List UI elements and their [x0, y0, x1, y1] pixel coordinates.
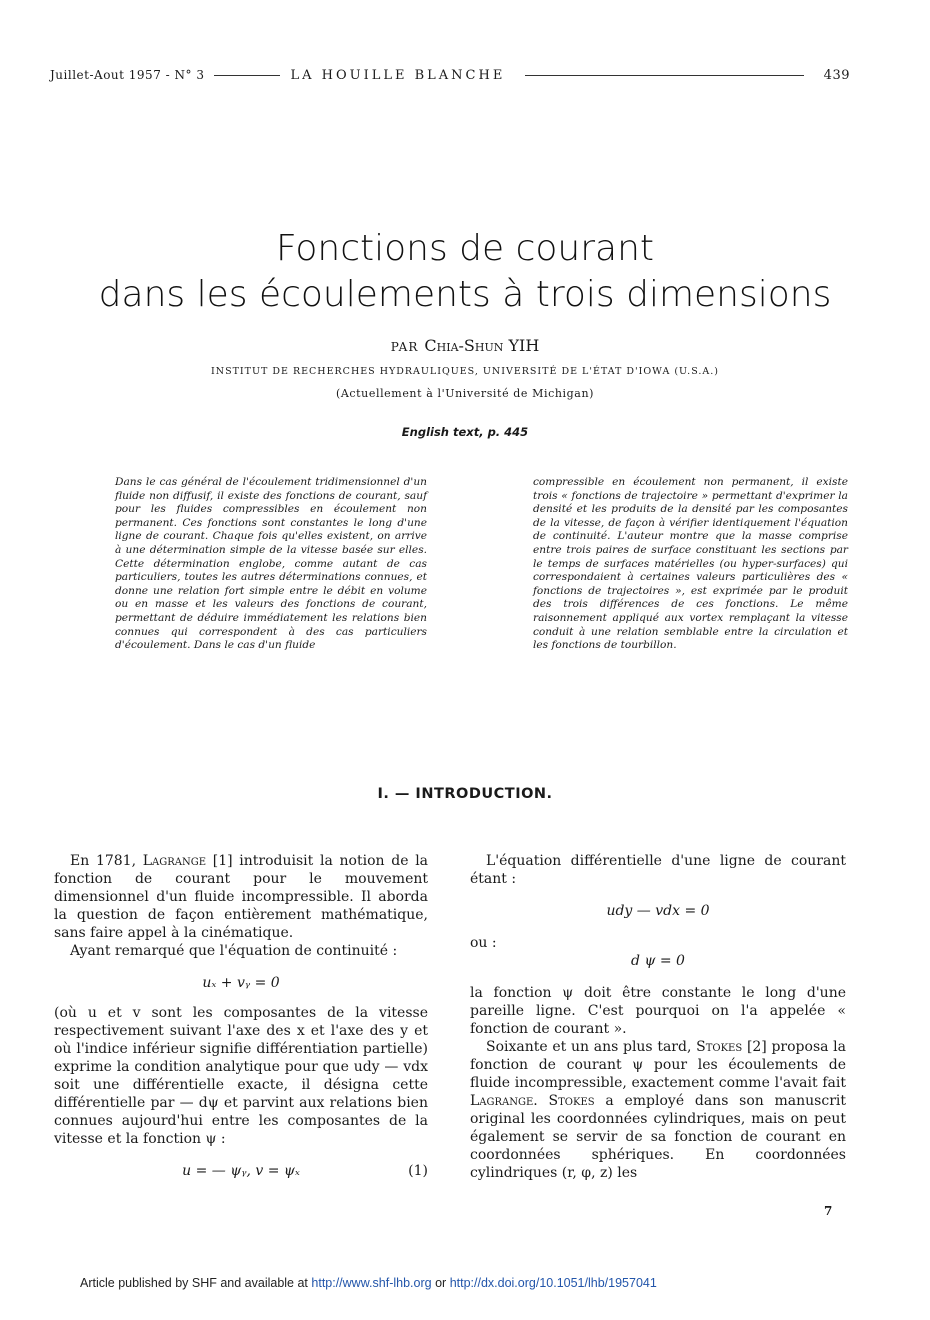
- footer-prefix: Article published by SHF and available at: [80, 1276, 308, 1290]
- title-line-1: Fonctions de courant: [275, 228, 655, 269]
- header-rule: [214, 75, 280, 76]
- affiliation: INSTITUT DE RECHERCHES HYDRAULIQUES, UNIVERSITÉ DE L'ÉTAT D'IOWA (U.S.A.): [211, 366, 719, 377]
- header-rule: [525, 75, 803, 76]
- journal-name: LA HOUILLE BLANCHE: [290, 67, 506, 83]
- footer-link-shf[interactable]: http://www.shf-lhb.org: [311, 1276, 432, 1290]
- footer: [80, 1276, 880, 1290]
- section-heading: I. — INTRODUCTION.: [377, 786, 553, 802]
- author-reference: Lagrange: [142, 853, 207, 869]
- paragraph: [470, 1038, 846, 1182]
- equation-number: (1): [408, 1163, 428, 1179]
- journal-issue: Juillet-Aout 1957 - N° 3: [50, 68, 205, 82]
- english-text-reference: English text, p. 445: [401, 425, 529, 439]
- equation-body: u = — ψᵧ, v = ψₓ: [182, 1163, 300, 1179]
- equation-dpsi: d ψ = 0: [631, 953, 685, 969]
- body-column-left: [54, 852, 428, 1180]
- body-column-right: [470, 852, 846, 1182]
- author-name: Chia-Shun YIH: [424, 336, 540, 355]
- equation-1: [54, 1162, 428, 1180]
- text-span: a employé dans son manuscrit original les coordonnées cylindriques, mais on peut également se servir de sa fonction de courant en coordonnées sphériques. En coordonnées cylindriques (r, φ, z) les: [470, 1093, 847, 1181]
- abstract-right: compressible en écoulement non permanent, il existe trois « fonctions de trajectoire » permettant d'exprimer la densité et les produits de la densité par les composantes de la vitesse, de façon à vérifier identiquement l'équation de continuité. L'auteur montre que la masse comprise entre trois paires de surface constituant les sections par le temps de surfaces matérielles (ou hyper-surfaces) qui correspondaient à certaines valeurs particulières des « fonctions de trajectoires », est exprimée par le produit des trois différences de ces fonctions. Le même raisonnement appliqué aux vortex remplaçant la vitesse conduit à une relation semblable entre la circulation et les fonctions de tourbillon.: [533, 476, 848, 652]
- paragraph: (où u et v sont les composantes de la vitesse respectivement suivant l'axe des x et l'axe des y et où l'indice inférieur signifie différentiation partielle) exprime la condition analytique pour que udy — vdx soit une différentielle exacte, il désigna cette différentielle par — dψ et parvint aux relations bien connues aujourd'hui entre les composantes de la vitesse et la fonction ψ :: [54, 1005, 428, 1147]
- author-reference: Stokes: [548, 1093, 595, 1109]
- ou-label: ou :: [470, 935, 497, 951]
- paragraph: la fonction ψ doit être constante le long d'une pareille ligne. C'est pourquoi on l'a appelée « fonction de courant ».: [470, 985, 846, 1037]
- paragraph: L'équation différentielle d'une ligne de courant étant :: [470, 853, 846, 887]
- running-head: [50, 66, 850, 84]
- footer-or: or: [435, 1276, 447, 1290]
- text-span: Soixante et un ans plus tard,: [486, 1039, 692, 1055]
- paragraph: Ayant remarqué que l'équation de continuité :: [70, 943, 398, 959]
- title-line-2: dans les écoulements à trois dimensions: [98, 274, 832, 315]
- equation-continuity: uₓ + vᵧ = 0: [202, 975, 280, 991]
- author-reference: Lagrange.: [470, 1093, 538, 1109]
- page-number: 439: [823, 67, 850, 83]
- text-span: En 1781,: [70, 853, 137, 869]
- author-reference: Stokes: [696, 1039, 743, 1055]
- byline: [0, 336, 930, 355]
- byline-par: PAR: [390, 340, 419, 354]
- affiliation-note: (Actuellement à l'Université de Michigan): [335, 387, 595, 400]
- paragraph: [54, 852, 428, 942]
- text-span: [1] introduisit la notion de la fonction de courant pour le mouvement dimensionnel d'un fluide incompressible. Il aborda la question de façon entièrement mathématique, sans faire appel à la cinématique.: [54, 853, 429, 941]
- article-title: [40, 226, 890, 318]
- abstract-left: Dans le cas général de l'écoulement tridimensionnel d'un fluide non diffusif, il existe des fonctions de courant, sauf pour les fluides compressibles en écoulement non permanent. Ces fonctions sont constantes le long d'une ligne de courant. Chaque fois qu'elles existent, on arrive à une détermination simple de la vitesse basée sur elles. Cette détermination englobe, comme autant de cas particuliers, toutes les autres déterminations connues, et donne une relation fort simple entre le débit en volume ou en masse et les valeurs des fonctions de courant, permettant de déduire immédiatement les relations bien connues qui correspondent à des cas particuliers d'écoulement. Dans le cas d'un fluide: [115, 476, 427, 652]
- footer-link-doi[interactable]: http://dx.doi.org/10.1051/lhb/1957041: [449, 1276, 657, 1290]
- folio-number: 7: [824, 1204, 833, 1218]
- text-span: [2] proposa la fonction de courant ψ pour les écoulements de fluide incompressible, exactement comme l'avait fait: [470, 1039, 847, 1091]
- equation-streamline: udy — vdx = 0: [606, 903, 710, 919]
